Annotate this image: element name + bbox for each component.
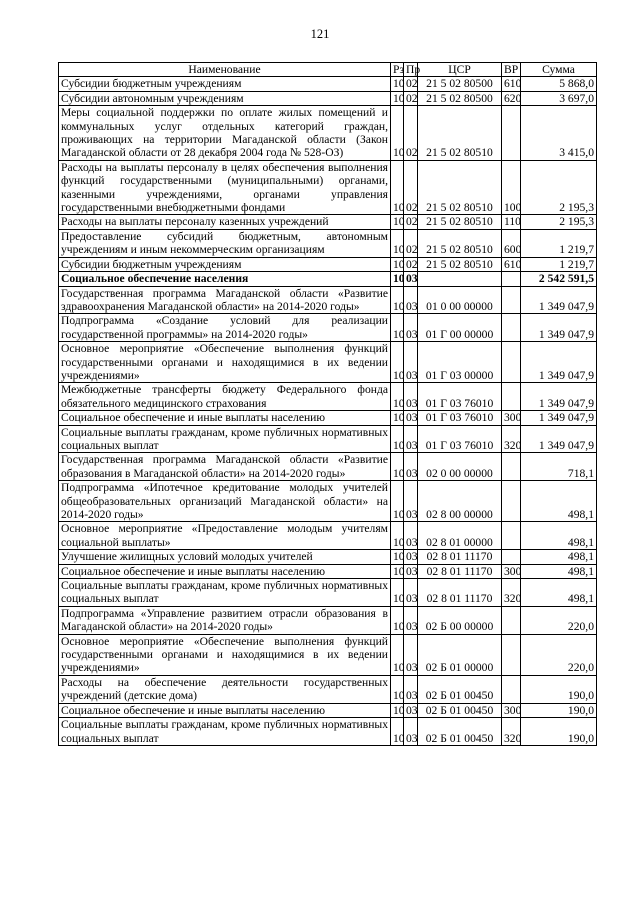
table-row [59, 550, 597, 564]
row-name: Основное мероприятие «Предоставление молодым учителям социальной выплаты» [59, 522, 391, 550]
table-row [59, 564, 597, 578]
row-csr: 01 0 00 00000 [418, 286, 502, 314]
row-pr: 03 [404, 579, 418, 607]
row-sum: 220,0 [521, 606, 597, 634]
row-csr: 02 Б 01 00000 [418, 634, 502, 675]
row-sum: 1 349 047,9 [521, 425, 597, 453]
row-vr: 110 [502, 215, 521, 229]
row-pr: 03 [404, 411, 418, 425]
row-vr [502, 453, 521, 481]
row-sum: 718,1 [521, 453, 597, 481]
row-csr: 01 Г 00 00000 [418, 314, 502, 342]
row-rz: 10 [391, 272, 404, 286]
row-name: Подпрограмма «Создание условий для реализации государственной программы» на 2014-2020 годы» [59, 314, 391, 342]
row-vr: 320 [502, 425, 521, 453]
row-sum: 5 868,0 [521, 77, 597, 91]
row-sum: 3 415,0 [521, 106, 597, 161]
row-rz: 10 [391, 453, 404, 481]
row-rz: 10 [391, 579, 404, 607]
row-name: Социальные выплаты гражданам, кроме публичных нормативных социальных выплат [59, 579, 391, 607]
row-csr: 21 5 02 80510 [418, 229, 502, 257]
header-pr: Пр [404, 63, 418, 77]
row-csr: 01 Г 03 76010 [418, 383, 502, 411]
row-rz: 10 [391, 160, 404, 215]
row-name: Расходы на выплаты персоналу казенных учреждений [59, 215, 391, 229]
row-name: Государственная программа Магаданской области «Развитие здравоохранения Магаданской области» на 2014-2020 годы» [59, 286, 391, 314]
row-rz: 10 [391, 703, 404, 717]
row-pr: 03 [404, 383, 418, 411]
row-name: Социальное обеспечение и иные выплаты населению [59, 564, 391, 578]
row-vr [502, 522, 521, 550]
budget-table [58, 62, 597, 746]
row-vr [502, 383, 521, 411]
table-row [59, 77, 597, 91]
row-name: Социальное обеспечение населения [59, 272, 391, 286]
row-csr: 21 5 02 80500 [418, 91, 502, 105]
row-name: Подпрограмма «Управление развитием отрасли образования в Магаданской области» на 2014-2020 годы» [59, 606, 391, 634]
row-pr: 02 [404, 77, 418, 91]
row-rz: 10 [391, 106, 404, 161]
row-vr [502, 272, 521, 286]
row-sum: 498,1 [521, 564, 597, 578]
row-vr [502, 550, 521, 564]
row-pr: 03 [404, 286, 418, 314]
row-vr: 100 [502, 160, 521, 215]
table-row [59, 425, 597, 453]
row-pr: 03 [404, 453, 418, 481]
row-vr [502, 314, 521, 342]
row-sum: 190,0 [521, 703, 597, 717]
table-row [59, 215, 597, 229]
row-pr: 02 [404, 229, 418, 257]
row-vr [502, 481, 521, 522]
row-sum: 3 697,0 [521, 91, 597, 105]
row-pr: 03 [404, 564, 418, 578]
table-row [59, 675, 597, 703]
row-name: Расходы на выплаты персоналу в целях обеспечения выполнения функций государственными (муниципальными) органами, казенными учреждениями, органами управления государственными внебюджетными фондами [59, 160, 391, 215]
table-row [59, 257, 597, 271]
row-csr: 02 0 00 00000 [418, 453, 502, 481]
row-csr: 02 Б 01 00450 [418, 703, 502, 717]
row-sum: 1 219,7 [521, 257, 597, 271]
row-pr: 02 [404, 91, 418, 105]
row-rz: 10 [391, 342, 404, 383]
row-vr: 610 [502, 77, 521, 91]
row-vr [502, 106, 521, 161]
row-rz: 10 [391, 522, 404, 550]
row-pr: 03 [404, 481, 418, 522]
table-row [59, 314, 597, 342]
row-rz: 10 [391, 606, 404, 634]
row-vr: 300 [502, 703, 521, 717]
table-row [59, 703, 597, 717]
row-sum: 498,1 [521, 579, 597, 607]
row-sum: 2 195,3 [521, 215, 597, 229]
row-csr: 02 8 01 11170 [418, 564, 502, 578]
row-csr: 21 5 02 80510 [418, 215, 502, 229]
table-row [59, 453, 597, 481]
row-csr: 02 8 01 00000 [418, 522, 502, 550]
row-csr [418, 272, 502, 286]
row-vr: 300 [502, 411, 521, 425]
row-pr: 03 [404, 550, 418, 564]
row-rz: 10 [391, 425, 404, 453]
row-sum: 1 349 047,9 [521, 314, 597, 342]
row-rz: 10 [391, 481, 404, 522]
row-vr [502, 606, 521, 634]
row-rz: 10 [391, 314, 404, 342]
table-row [59, 522, 597, 550]
row-name: Предоставление субсидий бюджетным, автономным учреждениям и иным некоммерческим организациям [59, 229, 391, 257]
row-rz: 10 [391, 215, 404, 229]
row-name: Меры социальной поддержки по оплате жилых помещений и коммунальных услуг отдельных категорий граждан, проживающих на территории Магаданской области (Закон Магаданской области от 28 декабря 2004 года № 528-ОЗ) [59, 106, 391, 161]
row-csr: 21 5 02 80510 [418, 160, 502, 215]
row-csr: 02 8 01 11170 [418, 550, 502, 564]
table-row [59, 272, 597, 286]
row-vr: 320 [502, 718, 521, 746]
row-pr: 03 [404, 675, 418, 703]
row-sum: 1 349 047,9 [521, 286, 597, 314]
row-rz: 10 [391, 634, 404, 675]
row-csr: 02 Б 01 00450 [418, 675, 502, 703]
row-sum: 2 195,3 [521, 160, 597, 215]
row-csr: 21 5 02 80510 [418, 257, 502, 271]
row-name: Основное мероприятие «Обеспечение выполнения функций государственными органами и находящимися в их ведении учреждениями» [59, 342, 391, 383]
row-pr: 03 [404, 314, 418, 342]
table-row [59, 606, 597, 634]
row-sum: 498,1 [521, 550, 597, 564]
row-name: Основное мероприятие «Обеспечение выполнения функций государственными органами и находящимися в их ведении учреждениями» [59, 634, 391, 675]
row-vr [502, 634, 521, 675]
header-rz: Рз [391, 63, 404, 77]
row-rz: 10 [391, 229, 404, 257]
row-csr: 02 8 01 11170 [418, 579, 502, 607]
row-name: Улучшение жилищных условий молодых учителей [59, 550, 391, 564]
row-sum: 498,1 [521, 481, 597, 522]
row-csr: 02 8 00 00000 [418, 481, 502, 522]
row-sum: 190,0 [521, 718, 597, 746]
header-csr: ЦСР [418, 63, 502, 77]
table-row [59, 579, 597, 607]
row-sum: 190,0 [521, 675, 597, 703]
row-name: Государственная программа Магаданской области «Развитие образования в Магаданской области» на 2014-2020 годы» [59, 453, 391, 481]
row-pr: 03 [404, 703, 418, 717]
row-vr [502, 342, 521, 383]
row-csr: 01 Г 03 76010 [418, 425, 502, 453]
row-name: Социальные выплаты гражданам, кроме публичных нормативных социальных выплат [59, 425, 391, 453]
row-pr: 03 [404, 272, 418, 286]
row-vr: 320 [502, 579, 521, 607]
row-vr [502, 675, 521, 703]
row-pr: 02 [404, 215, 418, 229]
row-sum: 498,1 [521, 522, 597, 550]
row-vr: 300 [502, 564, 521, 578]
row-sum: 1 349 047,9 [521, 411, 597, 425]
row-name: Расходы на обеспечение деятельности государственных учреждений (детские дома) [59, 675, 391, 703]
row-csr: 02 Б 01 00450 [418, 718, 502, 746]
table-row [59, 106, 597, 161]
row-name: Подпрограмма «Ипотечное кредитование молодых учителей общеобразовательных организаций Магаданской области» на 2014-2020 годы» [59, 481, 391, 522]
row-name: Субсидии бюджетным учреждениям [59, 77, 391, 91]
row-name: Субсидии автономным учреждениям [59, 91, 391, 105]
table-row [59, 229, 597, 257]
row-pr: 03 [404, 718, 418, 746]
row-pr: 03 [404, 606, 418, 634]
row-sum: 2 542 591,5 [521, 272, 597, 286]
row-pr: 03 [404, 425, 418, 453]
row-name: Социальное обеспечение и иные выплаты населению [59, 411, 391, 425]
row-sum: 1 219,7 [521, 229, 597, 257]
row-name: Социальное обеспечение и иные выплаты населению [59, 703, 391, 717]
row-rz: 10 [391, 550, 404, 564]
row-rz: 10 [391, 383, 404, 411]
table-row [59, 411, 597, 425]
row-pr: 03 [404, 522, 418, 550]
row-csr: 01 Г 03 76010 [418, 411, 502, 425]
header-name: Наименование [59, 63, 391, 77]
row-csr: 02 Б 00 00000 [418, 606, 502, 634]
table-row [59, 718, 597, 746]
header-vr: ВР [502, 63, 521, 77]
row-name: Межбюджетные трансферты бюджету Федерального фонда обязательного медицинского страхования [59, 383, 391, 411]
row-pr: 02 [404, 106, 418, 161]
row-rz: 10 [391, 411, 404, 425]
table-row [59, 91, 597, 105]
row-sum: 1 349 047,9 [521, 383, 597, 411]
row-rz: 10 [391, 718, 404, 746]
table-row [59, 286, 597, 314]
row-pr: 02 [404, 257, 418, 271]
row-rz: 10 [391, 675, 404, 703]
row-pr: 03 [404, 634, 418, 675]
row-rz: 10 [391, 257, 404, 271]
row-vr [502, 286, 521, 314]
table-row [59, 481, 597, 522]
row-name: Социальные выплаты гражданам, кроме публичных нормативных социальных выплат [59, 718, 391, 746]
row-name: Субсидии бюджетным учреждениям [59, 257, 391, 271]
table-row [59, 383, 597, 411]
row-sum: 1 349 047,9 [521, 342, 597, 383]
page-number: 121 [310, 27, 330, 41]
table-row [59, 634, 597, 675]
row-csr: 21 5 02 80510 [418, 106, 502, 161]
row-sum: 220,0 [521, 634, 597, 675]
row-pr: 02 [404, 160, 418, 215]
row-rz: 10 [391, 77, 404, 91]
row-rz: 10 [391, 91, 404, 105]
row-vr: 610 [502, 257, 521, 271]
row-vr: 620 [502, 91, 521, 105]
table-row [59, 160, 597, 215]
row-rz: 10 [391, 564, 404, 578]
row-vr: 600 [502, 229, 521, 257]
row-csr: 01 Г 03 00000 [418, 342, 502, 383]
row-csr: 21 5 02 80500 [418, 77, 502, 91]
table-header-row [59, 63, 597, 77]
header-sum: Сумма [521, 63, 597, 77]
table-row [59, 342, 597, 383]
row-rz: 10 [391, 286, 404, 314]
row-pr: 03 [404, 342, 418, 383]
